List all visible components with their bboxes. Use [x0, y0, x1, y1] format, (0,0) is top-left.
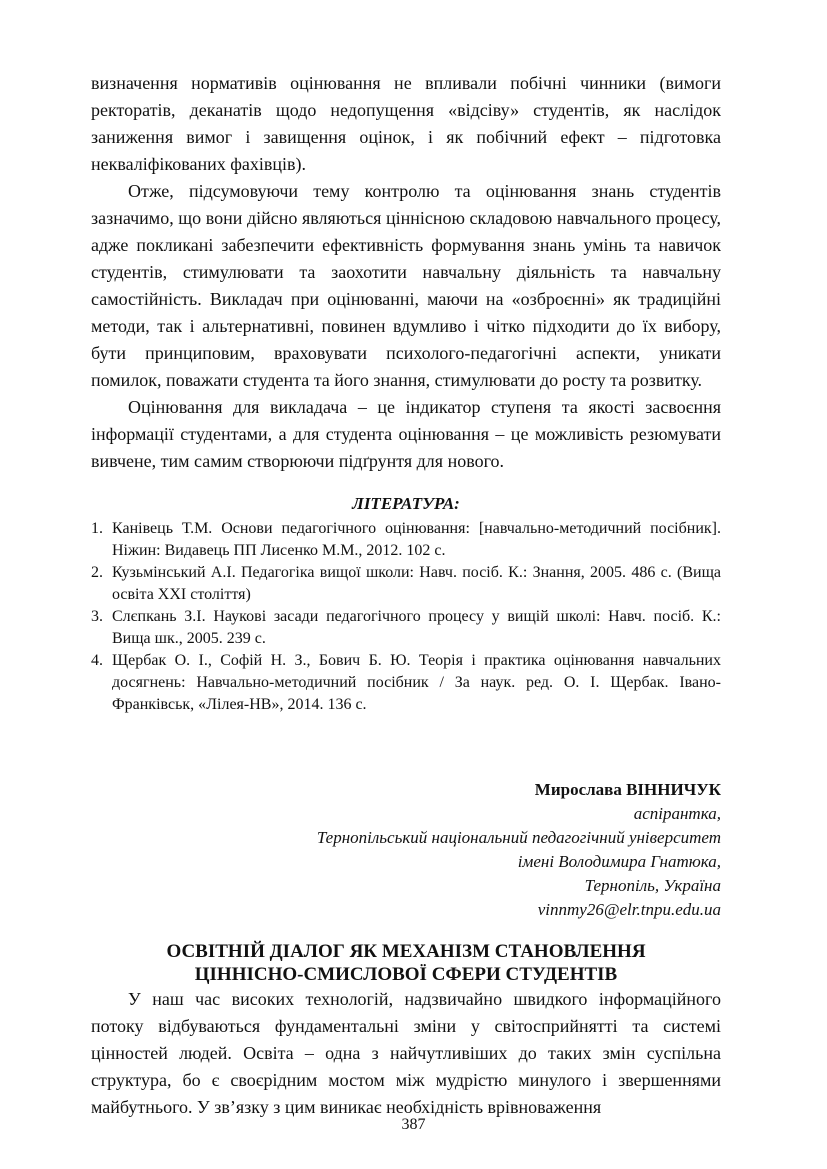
- references-heading: ЛІТЕРАТУРА:: [352, 494, 460, 513]
- reference-number: 2.: [91, 564, 103, 581]
- author-university: Тернопільський національний педагогічний університет: [316, 828, 721, 847]
- paragraph-continuation: визначення нормативів оцінювання не впливали побічні чинники (вимоги ректоратів, деканатів щодо недопущення «відсіву» студентів, як наслідок заниження вимог і завищення оцінок, і як побічний ефект – підготовка некваліфікованих фахівців).: [91, 73, 721, 174]
- reference-text: Щербак О. І., Софій Н. З., Бович Б. Ю. Теорія і практика оцінювання навчальних досягнень: Навчально-методичний посібник / За наук. ред. О. І. Щербак. Івано-Франківськ, «Лілея-НВ», 2014. 136 с.: [112, 652, 721, 713]
- page-content: [91, 70, 721, 1121]
- reference-number: 3.: [91, 608, 103, 625]
- reference-item: [91, 650, 721, 716]
- author-email: vinnmy26@elr.tnpu.edu.ua: [537, 900, 721, 919]
- reference-number: 1.: [91, 520, 103, 537]
- reference-text: Слєпкань З.І. Наукові засади педагогічного процесу у вищій школі: Навч. посіб. К.: Вища шк., 2005. 239 с.: [112, 608, 721, 647]
- article-title-line-2: ЦІННІСНО-СМИСЛОВОЇ СФЕРИ СТУДЕНТІВ: [194, 964, 618, 985]
- author-position: аспірантка,: [633, 804, 721, 823]
- page-number: 387: [401, 1116, 426, 1133]
- article-title-line-1: ОСВІТНІЙ ДІАЛОГ ЯК МЕХАНІЗМ СТАНОВЛЕННЯ: [166, 941, 646, 962]
- reference-text: Канівець Т.М. Основи педагогічного оцінювання: [навчально-методичний посібник]. Ніжин: Видавець ПП Лисенко М.М., 2012. 102 с.: [112, 520, 721, 559]
- author-location: Тернопіль, Україна: [584, 876, 721, 895]
- references-list: [91, 518, 721, 716]
- article-title: [91, 940, 721, 986]
- reference-item: [91, 562, 721, 606]
- paragraph-conclusion: Отже, підсумовуючи тему контролю та оцінювання знань студентів зазначимо, що вони дійсно являються ціннісною складовою навчального процесу, адже покликані забезпечити ефективність формування знань умінь та навичок студентів, стимулювати та заохотити навчальну діяльність та навчальну самостійність. Викладач при оцінюванні, маючи на «озброєнні» як традиційні методи, так і альтернативні, повинен вдумливо і чітко підходити до їх вибору, бути принциповим, враховувати психолого-педагогічні аспекти, уникати помилок, поважати студента та його знання, стимулювати до росту та розвитку.: [91, 181, 721, 390]
- reference-item: [91, 606, 721, 650]
- author-university-name: імені Володимира Гнатюка,: [517, 852, 721, 871]
- paragraph-assessment: Оцінювання для викладача – це індикатор ступеня та якості засвоєння інформації студентами, а для студента оцінювання – це можливість резюмувати вивчене, тим самим створюючи підґрунтя для нового.: [91, 397, 721, 471]
- reference-number: 4.: [91, 652, 103, 669]
- reference-text: Кузьмінський А.І. Педагогіка вищої школи: Навч. посіб. К.: Знання, 2005. 486 с. (Вища освіта ХХІ століття): [112, 564, 721, 603]
- article-body: У наш час високих технологій, надзвичайно швидкого інформаційного потоку відбуваються фундаментальні зміни у світосприйнятті та системі цінностей людей. Освіта – одна з найчутливіших до таких змін суспільна структура, бо є своєрідним мостом між мудрістю минулого і звершеннями майбутнього. У зв’язку з цим виникає необхідність врівноваження: [91, 989, 721, 1117]
- author-block: [91, 778, 721, 922]
- author-name: Мирослава ВІННИЧУК: [534, 780, 721, 799]
- reference-item: [91, 518, 721, 562]
